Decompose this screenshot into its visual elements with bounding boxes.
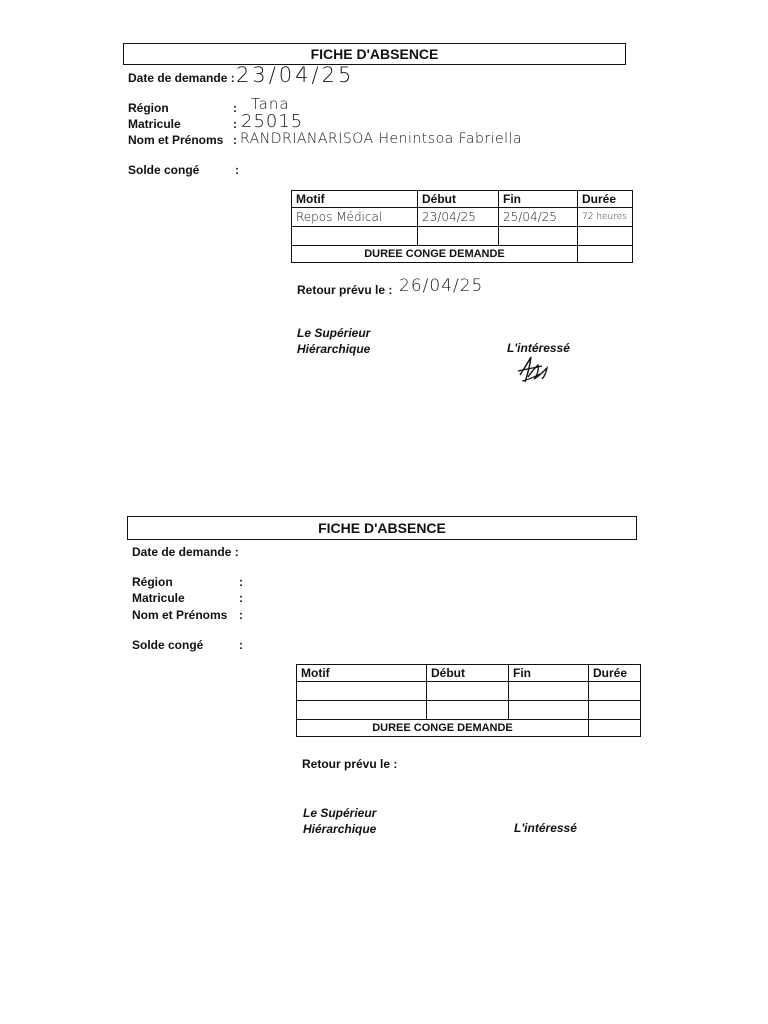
cell-motif[interactable] (297, 701, 427, 720)
solde-colon: : (235, 163, 239, 177)
table-header-row (292, 191, 633, 208)
cell-duree[interactable] (578, 227, 633, 246)
date-demande-value[interactable]: 23/04/25 (236, 63, 355, 87)
table-header-row (297, 665, 641, 682)
total-label: DUREE CONGE DEMANDE (297, 720, 589, 737)
matricule-label: Matricule (132, 591, 185, 605)
matricule-label: Matricule (128, 117, 181, 131)
region-label: Région (132, 575, 173, 589)
header-fin: Fin (509, 665, 589, 682)
header-duree: Durée (578, 191, 633, 208)
nom-label: Nom et Prénoms (128, 133, 224, 147)
interesse-label: L'intéressé (507, 341, 570, 355)
cell-fin[interactable]: 25/04/25 (499, 208, 578, 227)
total-row (292, 246, 633, 263)
date-demande-label: Date de demande : (128, 71, 235, 85)
header-debut: Début (427, 665, 509, 682)
cell-debut[interactable]: 23/04/25 (418, 208, 499, 227)
region-label: Région (128, 101, 169, 115)
nom-colon: : (233, 133, 237, 147)
total-value[interactable] (589, 720, 641, 737)
superieur-label (297, 325, 370, 357)
cell-debut[interactable] (427, 682, 509, 701)
solde-label: Solde congé (132, 638, 204, 652)
table-row (292, 208, 633, 227)
cell-motif[interactable] (292, 227, 418, 246)
superieur-label (303, 805, 376, 837)
header-fin: Fin (499, 191, 578, 208)
cell-duree[interactable] (589, 701, 641, 720)
solde-colon: : (239, 638, 243, 652)
table-row (297, 701, 641, 720)
cell-fin[interactable] (509, 682, 589, 701)
region-colon: : (239, 575, 243, 589)
interesse-label: L'intéressé (514, 821, 577, 835)
absence-table (296, 664, 641, 737)
header-motif: Motif (292, 191, 418, 208)
cell-debut[interactable] (418, 227, 499, 246)
solde-label: Solde congé (128, 163, 200, 177)
cell-fin[interactable] (499, 227, 578, 246)
superieur-line-2: Hiérarchique (303, 822, 377, 836)
cell-motif[interactable]: Repos Médical (292, 208, 418, 227)
total-row (297, 720, 641, 737)
date-demande-label: Date de demande : (132, 545, 239, 559)
absence-form-filled (123, 43, 643, 383)
cell-debut[interactable] (427, 701, 509, 720)
region-colon: : (233, 101, 237, 115)
form-title: FICHE D'ABSENCE (127, 516, 637, 540)
matricule-value[interactable]: 25015 (241, 111, 304, 132)
matricule-colon: : (239, 591, 243, 605)
cell-duree[interactable] (589, 682, 641, 701)
total-value[interactable] (578, 246, 633, 263)
retour-label: Retour prévu le : (297, 283, 393, 297)
table-row (292, 227, 633, 246)
form-title: FICHE D'ABSENCE (123, 43, 626, 65)
cell-duree[interactable]: 72 heures (578, 208, 633, 227)
cell-motif[interactable] (297, 682, 427, 701)
region-value[interactable]: Tana (251, 95, 290, 113)
signature-icon (516, 353, 552, 387)
header-debut: Début (418, 191, 499, 208)
absence-form-blank (127, 516, 647, 856)
total-label: DUREE CONGE DEMANDE (292, 246, 578, 263)
superieur-line-2: Hiérarchique (297, 342, 371, 356)
nom-label: Nom et Prénoms (132, 608, 228, 622)
absence-table (291, 190, 633, 263)
header-duree: Durée (589, 665, 641, 682)
superieur-line-1: Le Supérieur (297, 326, 371, 340)
retour-label: Retour prévu le : (302, 757, 398, 771)
retour-value[interactable]: 26/04/25 (399, 276, 484, 296)
nom-colon: : (239, 608, 243, 622)
header-motif: Motif (297, 665, 427, 682)
matricule-colon: : (233, 117, 237, 131)
nom-value[interactable]: RANDRIANARISOA Henintsoa Fabriella (240, 131, 523, 147)
superieur-line-1: Le Supérieur (303, 806, 377, 820)
cell-fin[interactable] (509, 701, 589, 720)
table-row (297, 682, 641, 701)
